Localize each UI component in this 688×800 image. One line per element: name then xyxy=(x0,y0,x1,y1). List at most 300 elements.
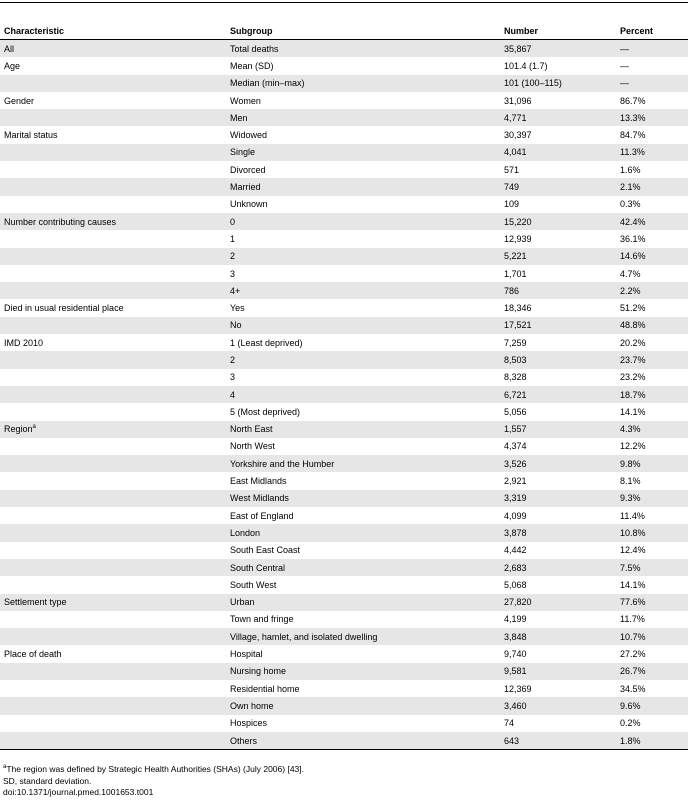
cell-characteristic xyxy=(0,559,226,576)
cell-characteristic-text: IMD 2010 xyxy=(4,337,44,348)
cell-number xyxy=(500,680,616,697)
table-row xyxy=(0,594,688,611)
cell-percent-text: — xyxy=(620,43,629,54)
cell-subgroup xyxy=(226,144,500,161)
cell-number xyxy=(500,386,616,403)
cell-percent xyxy=(616,317,688,334)
cell-subgroup xyxy=(226,40,500,58)
cell-percent xyxy=(616,715,688,732)
table-row xyxy=(0,715,688,732)
cell-characteristic xyxy=(0,75,226,92)
cell-subgroup-text: 1 xyxy=(230,233,236,244)
cell-characteristic xyxy=(0,369,226,386)
cell-subgroup-text: East Midlands xyxy=(230,476,287,487)
cell-characteristic xyxy=(0,40,226,58)
cell-subgroup-text: North East xyxy=(230,424,273,435)
table-row xyxy=(0,334,688,351)
cell-percent xyxy=(616,178,688,195)
cell-number-text: 3,319 xyxy=(504,493,527,504)
cell-number xyxy=(500,611,616,628)
cell-number-text: 17,521 xyxy=(504,320,532,331)
cell-percent xyxy=(616,663,688,680)
cell-number-text: 109 xyxy=(504,199,520,210)
cell-number xyxy=(500,490,616,507)
cell-number-text: 12,369 xyxy=(504,683,532,694)
cell-subgroup xyxy=(226,248,500,265)
cell-number xyxy=(500,334,616,351)
cell-subgroup xyxy=(226,213,500,230)
cell-characteristic xyxy=(0,594,226,611)
cell-subgroup xyxy=(226,594,500,611)
cell-number xyxy=(500,109,616,126)
cell-subgroup-text: Men xyxy=(230,112,248,123)
cell-number-text: 8,503 xyxy=(504,354,527,365)
cell-subgroup xyxy=(226,472,500,489)
cell-number xyxy=(500,213,616,230)
cell-percent-text: 26.7% xyxy=(620,666,646,677)
cell-percent xyxy=(616,92,688,109)
cell-percent xyxy=(616,161,688,178)
cell-percent-text: 36.1% xyxy=(620,233,646,244)
cell-percent-text: — xyxy=(620,78,629,89)
cell-number xyxy=(500,472,616,489)
cell-subgroup-text: 0 xyxy=(230,216,236,227)
cell-subgroup-text: Hospices xyxy=(230,718,268,729)
cell-subgroup xyxy=(226,230,500,247)
cell-percent xyxy=(616,507,688,524)
cell-percent-text: 11.4% xyxy=(620,510,645,521)
cell-number-text: 1,557 xyxy=(504,424,527,435)
cell-percent-text: 14.6% xyxy=(620,251,646,262)
cell-percent xyxy=(616,248,688,265)
cell-characteristic-text: Died in usual residential place xyxy=(4,303,124,314)
cell-number-text: 4,099 xyxy=(504,510,527,521)
table-row xyxy=(0,403,688,420)
cell-percent xyxy=(616,472,688,489)
cell-subgroup-text: 4+ xyxy=(230,285,241,296)
cell-percent xyxy=(616,144,688,161)
cell-subgroup xyxy=(226,715,500,732)
cell-characteristic xyxy=(0,524,226,541)
cell-subgroup xyxy=(226,161,500,178)
cell-number xyxy=(500,230,616,247)
cell-subgroup-text: West Midlands xyxy=(230,493,289,504)
cell-number xyxy=(500,576,616,593)
cell-subgroup xyxy=(226,351,500,368)
cell-characteristic xyxy=(0,317,226,334)
cell-percent xyxy=(616,576,688,593)
cell-number xyxy=(500,438,616,455)
cell-percent xyxy=(616,126,688,143)
cell-subgroup xyxy=(226,680,500,697)
footnote-region xyxy=(3,764,304,776)
table-row xyxy=(0,317,688,334)
cell-number-text: 2,683 xyxy=(504,562,527,573)
cell-percent xyxy=(616,265,688,282)
table-row xyxy=(0,490,688,507)
cell-subgroup-text: Median (min–max) xyxy=(230,78,305,89)
cell-subgroup xyxy=(226,386,500,403)
cell-number-text: 3,460 xyxy=(504,700,527,711)
cell-number xyxy=(500,594,616,611)
table-row xyxy=(0,282,688,299)
cell-percent xyxy=(616,559,688,576)
cell-characteristic xyxy=(0,542,226,559)
cell-subgroup-text: 1 (Least deprived) xyxy=(230,337,303,348)
cell-subgroup-text: Single xyxy=(230,147,256,158)
cell-number-text: 8,328 xyxy=(504,372,527,383)
cell-percent-text: 27.2% xyxy=(620,649,646,660)
cell-percent xyxy=(616,386,688,403)
table-row xyxy=(0,230,688,247)
cell-percent-text: 2.1% xyxy=(620,182,641,193)
table-row xyxy=(0,369,688,386)
header-subgroup: Subgroup xyxy=(226,22,500,40)
cell-percent-text: 51.2% xyxy=(620,303,646,314)
cell-number-text: 643 xyxy=(504,735,520,746)
cell-number xyxy=(500,455,616,472)
cell-percent xyxy=(616,403,688,420)
cell-number xyxy=(500,196,616,213)
cell-subgroup-text: Others xyxy=(230,735,258,746)
cell-subgroup xyxy=(226,109,500,126)
cell-characteristic xyxy=(0,645,226,662)
cell-percent-text: 23.2% xyxy=(620,372,646,383)
cell-subgroup-text: North West xyxy=(230,441,275,452)
cell-subgroup xyxy=(226,126,500,143)
cell-percent-text: 12.2% xyxy=(620,441,646,452)
cell-percent xyxy=(616,611,688,628)
cell-number xyxy=(500,628,616,645)
cell-percent xyxy=(616,455,688,472)
cell-subgroup-text: Divorced xyxy=(230,164,266,175)
cell-number-text: 101.4 (1.7) xyxy=(504,60,548,71)
cell-percent xyxy=(616,697,688,714)
cell-percent-text: 0.2% xyxy=(620,718,641,729)
cell-characteristic xyxy=(0,334,226,351)
header-row xyxy=(0,22,688,40)
cell-percent-text: 0.3% xyxy=(620,199,641,210)
footnote-region-text: The region was defined by Strategic Health Authorities (SHAs) (July 2006) [43]. xyxy=(6,764,304,774)
cell-number xyxy=(500,645,616,662)
cell-number-text: 9,581 xyxy=(504,666,527,677)
cell-number xyxy=(500,317,616,334)
cell-number-text: 35,867 xyxy=(504,43,532,54)
cell-characteristic-text: Number contributing causes xyxy=(4,216,117,227)
cell-characteristic xyxy=(0,282,226,299)
cell-number xyxy=(500,507,616,524)
cell-number-text: 18,346 xyxy=(504,303,532,314)
cell-subgroup xyxy=(226,542,500,559)
table-row xyxy=(0,438,688,455)
cell-characteristic xyxy=(0,490,226,507)
cell-characteristic xyxy=(0,109,226,126)
cell-subgroup xyxy=(226,455,500,472)
cell-subgroup-text: Nursing home xyxy=(230,666,287,677)
table-row xyxy=(0,732,688,750)
cell-number-text: 2,921 xyxy=(504,476,527,487)
cell-subgroup xyxy=(226,559,500,576)
header-percent: Percent xyxy=(616,22,688,40)
cell-characteristic xyxy=(0,178,226,195)
cell-characteristic xyxy=(0,732,226,750)
table-row xyxy=(0,507,688,524)
cell-characteristic xyxy=(0,92,226,109)
cell-number-text: 4,771 xyxy=(504,112,527,123)
cell-subgroup xyxy=(226,628,500,645)
cell-number-text: 4,374 xyxy=(504,441,527,452)
cell-number-text: 15,220 xyxy=(504,216,532,227)
cell-characteristic xyxy=(0,472,226,489)
cell-subgroup xyxy=(226,369,500,386)
cell-percent-text: 86.7% xyxy=(620,95,646,106)
cell-percent xyxy=(616,109,688,126)
table-row xyxy=(0,299,688,316)
cell-characteristic xyxy=(0,663,226,680)
cell-number xyxy=(500,57,616,74)
cell-subgroup-text: Yes xyxy=(230,303,245,314)
table-row xyxy=(0,628,688,645)
table-footnotes xyxy=(3,764,304,799)
cell-characteristic xyxy=(0,161,226,178)
cell-number-text: 3,526 xyxy=(504,458,527,469)
cell-number-text: 30,397 xyxy=(504,130,532,141)
cell-percent-text: 9.6% xyxy=(620,700,641,711)
cell-subgroup xyxy=(226,57,500,74)
cell-characteristic xyxy=(0,576,226,593)
cell-subgroup xyxy=(226,576,500,593)
table-row xyxy=(0,265,688,282)
cell-subgroup-text: No xyxy=(230,320,242,331)
cell-number xyxy=(500,178,616,195)
cell-subgroup-text: Married xyxy=(230,182,261,193)
cell-percent-text: 1.8% xyxy=(620,735,641,746)
cell-characteristic xyxy=(0,57,226,74)
cell-subgroup xyxy=(226,490,500,507)
cell-number-text: 5,056 xyxy=(504,406,527,417)
cell-number xyxy=(500,524,616,541)
cell-number-text: 7,259 xyxy=(504,337,527,348)
table-row xyxy=(0,524,688,541)
cell-percent-text: 84.7% xyxy=(620,130,646,141)
cell-number xyxy=(500,265,616,282)
cell-percent-text: 20.2% xyxy=(620,337,646,348)
cell-number-text: 31,096 xyxy=(504,95,532,106)
cell-characteristic xyxy=(0,299,226,316)
cell-characteristic xyxy=(0,248,226,265)
footnote-doi: doi:10.1371/journal.pmed.1001653.t001 xyxy=(3,787,154,797)
table-row xyxy=(0,680,688,697)
cell-number xyxy=(500,663,616,680)
table-row xyxy=(0,213,688,230)
cell-subgroup xyxy=(226,421,500,438)
cell-percent xyxy=(616,594,688,611)
cell-number-text: 12,939 xyxy=(504,233,532,244)
cell-characteristic-text: Settlement type xyxy=(4,597,67,608)
cell-subgroup-text: South Central xyxy=(230,562,286,573)
cell-subgroup xyxy=(226,299,500,316)
cell-number xyxy=(500,697,616,714)
cell-characteristic xyxy=(0,265,226,282)
cell-subgroup xyxy=(226,645,500,662)
cell-subgroup xyxy=(226,524,500,541)
table-row xyxy=(0,697,688,714)
cell-number-text: 27,820 xyxy=(504,597,532,608)
footnote-marker: a xyxy=(32,424,36,431)
cell-number xyxy=(500,369,616,386)
cell-characteristic xyxy=(0,386,226,403)
cell-subgroup-text: 5 (Most deprived) xyxy=(230,406,301,417)
cell-characteristic xyxy=(0,611,226,628)
cell-characteristic xyxy=(0,213,226,230)
table-row xyxy=(0,421,688,438)
cell-subgroup-text: South East Coast xyxy=(230,545,301,556)
cell-percent-text: 10.7% xyxy=(620,631,646,642)
cell-characteristic xyxy=(0,230,226,247)
cell-subgroup xyxy=(226,265,500,282)
cell-percent xyxy=(616,490,688,507)
table-row xyxy=(0,144,688,161)
table-row xyxy=(0,472,688,489)
cell-percent-text: 2.2% xyxy=(620,285,641,296)
cell-percent-text: 4.3% xyxy=(620,424,641,435)
cell-subgroup xyxy=(226,196,500,213)
cell-percent xyxy=(616,282,688,299)
cell-subgroup-text: 4 xyxy=(230,389,236,400)
cell-percent-text: 34.5% xyxy=(620,683,646,694)
cell-percent xyxy=(616,438,688,455)
cell-percent-text: 18.7% xyxy=(620,389,646,400)
cell-percent-text: 10.8% xyxy=(620,527,646,538)
cell-percent xyxy=(616,542,688,559)
cell-subgroup-text: Own home xyxy=(230,700,274,711)
cell-number-text: 571 xyxy=(504,164,520,175)
cell-percent xyxy=(616,732,688,750)
cell-subgroup-text: Yorkshire and the Humber xyxy=(230,458,335,469)
cell-number xyxy=(500,732,616,750)
cell-percent xyxy=(616,196,688,213)
cell-percent xyxy=(616,421,688,438)
cell-percent-text: — xyxy=(620,60,629,71)
cell-percent xyxy=(616,213,688,230)
cell-subgroup-text: Town and fringe xyxy=(230,614,294,625)
cell-percent-text: 4.7% xyxy=(620,268,641,279)
table-row xyxy=(0,161,688,178)
table-row xyxy=(0,386,688,403)
cell-number-text: 749 xyxy=(504,182,520,193)
table-row xyxy=(0,611,688,628)
cell-subgroup-text: Urban xyxy=(230,597,255,608)
cell-percent xyxy=(616,524,688,541)
characteristics-table xyxy=(0,22,688,750)
cell-percent-text: 8.1% xyxy=(620,476,641,487)
table-row xyxy=(0,576,688,593)
cell-number xyxy=(500,299,616,316)
cell-percent-text: 9.8% xyxy=(620,458,641,469)
cell-number xyxy=(500,421,616,438)
cell-number xyxy=(500,559,616,576)
cell-subgroup-text: Village, hamlet, and isolated dwelling xyxy=(230,631,378,642)
cell-characteristic xyxy=(0,715,226,732)
header-number: Number xyxy=(500,22,616,40)
cell-subgroup-text: South West xyxy=(230,579,277,590)
cell-subgroup xyxy=(226,403,500,420)
cell-percent xyxy=(616,334,688,351)
cell-percent xyxy=(616,645,688,662)
cell-number xyxy=(500,161,616,178)
cell-number xyxy=(500,282,616,299)
cell-subgroup-text: Widowed xyxy=(230,130,268,141)
cell-subgroup-text: Women xyxy=(230,95,261,106)
cell-characteristic xyxy=(0,351,226,368)
cell-subgroup xyxy=(226,732,500,750)
cell-number xyxy=(500,403,616,420)
table-row xyxy=(0,351,688,368)
table-row xyxy=(0,455,688,472)
cell-characteristic xyxy=(0,697,226,714)
cell-percent-text: 48.8% xyxy=(620,320,646,331)
table-row xyxy=(0,178,688,195)
footnote-mark: a xyxy=(3,764,7,771)
cell-characteristic-text: Marital status xyxy=(4,130,58,141)
cell-characteristic xyxy=(0,403,226,420)
cell-number-text: 3,878 xyxy=(504,527,527,538)
cell-subgroup-text: Residential home xyxy=(230,683,300,694)
cell-percent-text: 23.7% xyxy=(620,354,646,365)
cell-characteristic xyxy=(0,144,226,161)
table-row xyxy=(0,663,688,680)
footnote-sd: SD, standard deviation. xyxy=(3,775,92,786)
cell-subgroup-text: 3 xyxy=(230,372,236,383)
cell-characteristic xyxy=(0,126,226,143)
cell-percent-text: 12.4% xyxy=(620,545,646,556)
cell-number-text: 5,068 xyxy=(504,579,527,590)
cell-number-text: 74 xyxy=(504,718,515,729)
cell-percent xyxy=(616,57,688,74)
cell-number xyxy=(500,351,616,368)
cell-percent-text: 77.6% xyxy=(620,597,646,608)
cell-characteristic-text: Gender xyxy=(4,95,35,106)
cell-subgroup xyxy=(226,317,500,334)
table-body xyxy=(0,40,688,750)
table-row xyxy=(0,196,688,213)
cell-subgroup-text: London xyxy=(230,527,261,538)
cell-number-text: 9,740 xyxy=(504,649,527,660)
cell-characteristic xyxy=(0,455,226,472)
table-row xyxy=(0,559,688,576)
cell-percent-text: 14.1% xyxy=(620,579,646,590)
cell-percent-text: 11.3% xyxy=(620,147,645,158)
cell-percent-text: 7.5% xyxy=(620,562,641,573)
cell-percent xyxy=(616,680,688,697)
cell-number-text: 1,701 xyxy=(504,268,527,279)
cell-characteristic xyxy=(0,421,226,438)
cell-percent xyxy=(616,369,688,386)
top-rule xyxy=(0,2,688,3)
table-row xyxy=(0,248,688,265)
table-row xyxy=(0,126,688,143)
cell-characteristic xyxy=(0,680,226,697)
table-row xyxy=(0,75,688,92)
header-characteristic: Characteristic xyxy=(0,22,226,40)
cell-number-text: 4,199 xyxy=(504,614,527,625)
cell-number xyxy=(500,144,616,161)
cell-characteristic-text: Age xyxy=(4,60,21,71)
cell-subgroup-text: Unknown xyxy=(230,199,268,210)
cell-subgroup xyxy=(226,75,500,92)
cell-percent xyxy=(616,40,688,58)
cell-percent xyxy=(616,230,688,247)
